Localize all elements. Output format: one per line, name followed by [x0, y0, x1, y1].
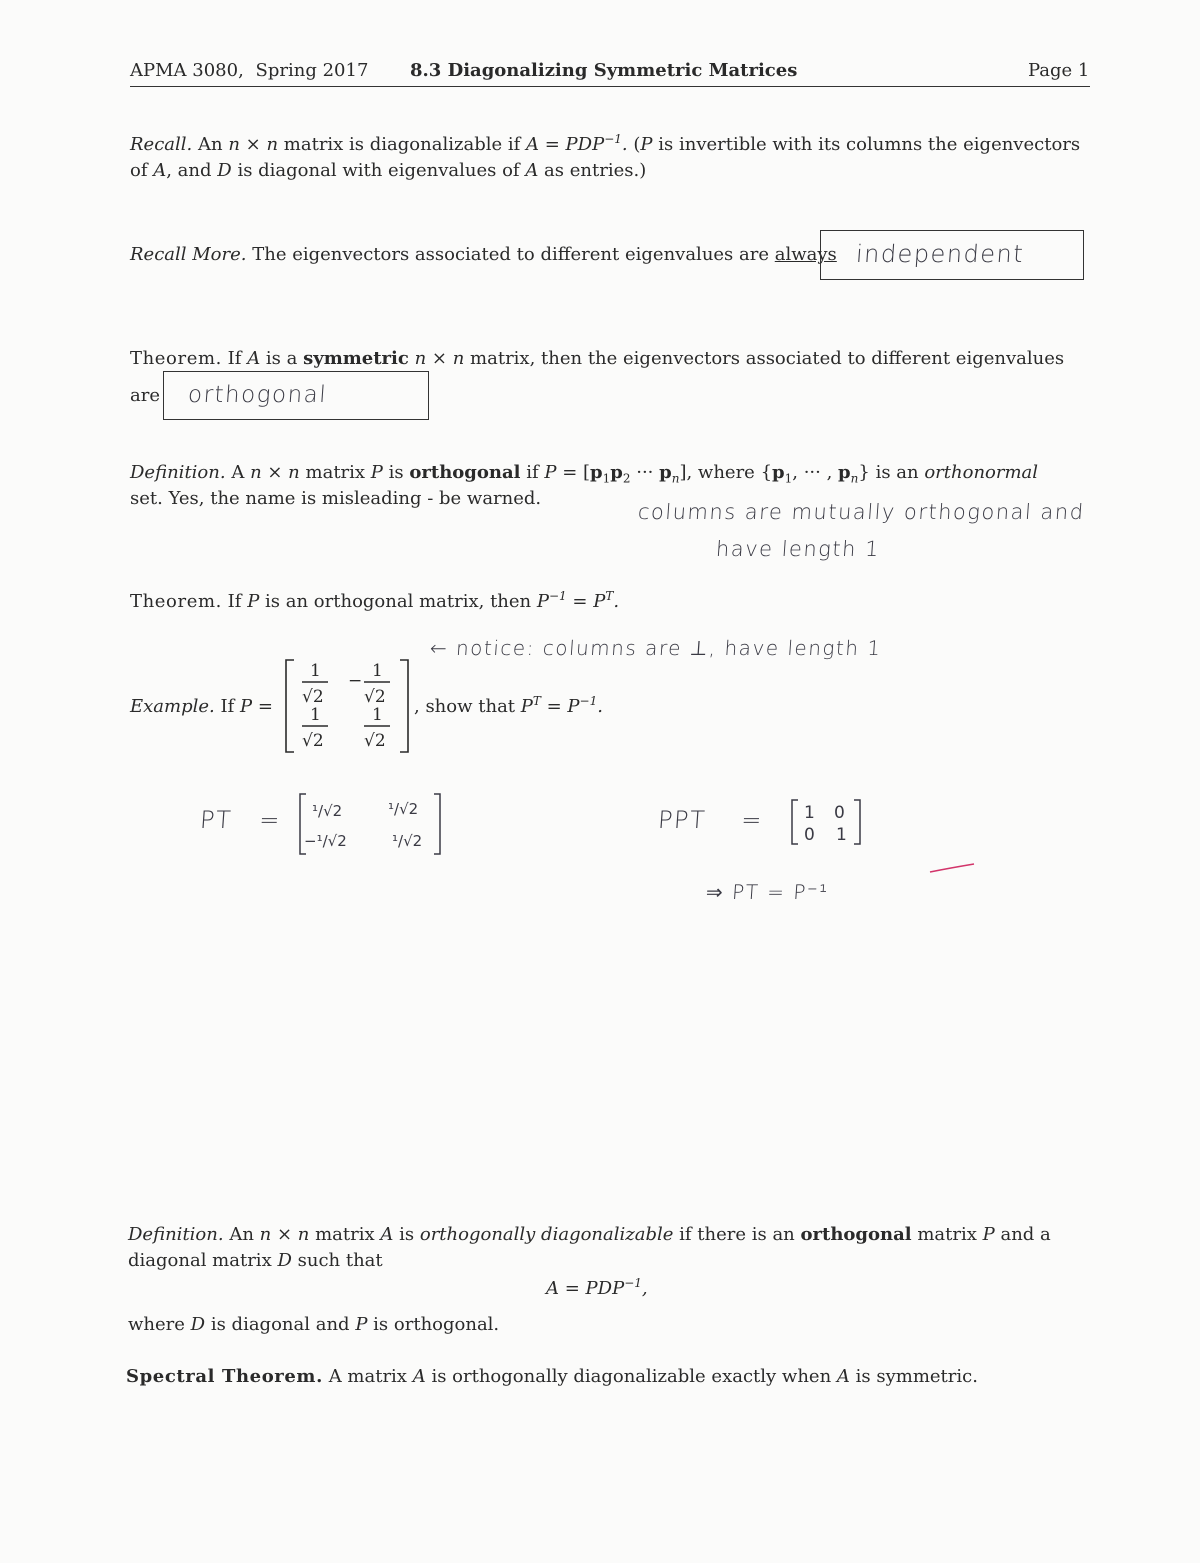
definition2-text: if there is an — [679, 1224, 795, 1245]
math-nxn: n × n — [414, 348, 465, 369]
svg-text:√2: √2 — [302, 687, 324, 707]
math-d: D — [190, 1314, 206, 1335]
pt-label: PT — [199, 806, 234, 834]
math-a: A — [412, 1366, 426, 1387]
svg-text:¹/√2: ¹/√2 — [392, 832, 423, 850]
handwritten-pt-label — [199, 806, 282, 834]
math-a: A — [380, 1224, 394, 1245]
definition2-label: Definition. — [128, 1224, 224, 1245]
theorem1-bold: symmetric — [303, 348, 409, 369]
definition2-text: matrix — [917, 1224, 977, 1245]
display-equation: $A = PDP^{-1}$, — [546, 1276, 648, 1299]
svg-text:0: 0 — [804, 825, 815, 845]
definition2-text: and a — [1000, 1224, 1051, 1245]
equals-sign: = — [740, 806, 764, 834]
recall-more-text: The eigenvectors associated to different eigenvalues are — [252, 244, 770, 265]
svg-text:−¹/√2: −¹/√2 — [304, 832, 347, 850]
spectral-text: is orthogonally diagonalizable exactly when — [431, 1366, 832, 1387]
math-d: D — [277, 1250, 292, 1271]
recall-text: matrix is diagonalizable if — [283, 134, 521, 155]
handwritten-conclusion: ⇒ PT = P⁻¹ — [705, 880, 830, 904]
recall-line-2 — [130, 158, 646, 184]
math-a: A — [525, 160, 539, 181]
theorem1-text: If — [227, 348, 242, 369]
math-p: P — [355, 1314, 368, 1335]
handwritten-identity-matrix — [788, 796, 868, 848]
underlined-word: always — [774, 244, 837, 265]
recall-text: , and — [166, 160, 212, 181]
svg-text:1: 1 — [836, 825, 847, 845]
example-label: Example. — [130, 696, 215, 717]
definition2-text: is orthogonal. — [373, 1314, 500, 1335]
definition1-text: is an — [875, 462, 919, 483]
pen-mark — [928, 860, 976, 876]
course-term: Spring 2017 — [255, 60, 369, 81]
svg-text:0: 0 — [834, 803, 845, 823]
math-p-set: {$p_1$, ··· , $p_n$} — [760, 462, 870, 486]
svg-text:√2: √2 — [364, 687, 386, 707]
recall-text: is invertible with its columns the eigenvectors — [658, 134, 1081, 155]
header-rule — [130, 86, 1090, 87]
handwritten-orthogonal: orthogonal — [187, 382, 329, 408]
definition1-line-1 — [130, 460, 1038, 486]
svg-text:1: 1 — [804, 803, 815, 823]
recall-line-1 — [130, 132, 1080, 158]
recall-text: is diagonal with eigenvalues of — [237, 160, 520, 181]
theorem2-line — [130, 589, 619, 615]
theorem2-text: If — [227, 591, 242, 612]
math-p-eq: P = — [240, 696, 273, 717]
theorem2-label: Theorem. — [130, 591, 222, 612]
math-nxn: n × n — [259, 1224, 310, 1245]
definition1-italic: orthonormal — [924, 462, 1039, 483]
matrix-p — [282, 656, 412, 756]
math-p: P — [370, 462, 383, 483]
definition2-line-2 — [128, 1248, 383, 1274]
definition1-bold: orthogonal — [409, 462, 521, 483]
spectral-text: is symmetric. — [855, 1366, 978, 1387]
page-number: Page 1 — [1028, 60, 1090, 81]
svg-text:1: 1 — [372, 705, 383, 725]
recall-more-label: Recall More. — [130, 244, 247, 265]
definition2-italic: orthogonally diagonalizable — [419, 1224, 674, 1245]
definition1-line-2: set. Yes, the name is misleading - be warned. — [130, 488, 542, 509]
spectral-theorem-line — [126, 1364, 978, 1390]
definition2-text: diagonal matrix — [128, 1250, 272, 1271]
handwritten-independent: independent — [855, 240, 1026, 268]
theorem2-text: is an orthogonal matrix, then — [265, 591, 532, 612]
definition2-text: such that — [297, 1250, 383, 1271]
recall-text: of — [130, 160, 148, 181]
definition2-text: where — [128, 1314, 185, 1335]
definition1-text: is — [388, 462, 404, 483]
theorem1-text: matrix, then the eigenvectors associated to different eigenvalues — [470, 348, 1065, 369]
math-p-columns: $P = [p_1p_2$ ··· $p_n$] — [544, 462, 687, 486]
definition1-label: Definition. — [130, 462, 226, 483]
svg-text:¹/√2: ¹/√2 — [388, 800, 419, 818]
handwritten-pt-matrix — [296, 790, 446, 860]
definition1-text: , where — [686, 462, 755, 483]
theorem1-text: is a — [265, 348, 298, 369]
recall-text: as entries.) — [544, 160, 647, 181]
definition2-text: matrix — [315, 1224, 375, 1245]
math-a: A — [247, 348, 261, 369]
handwritten-note-columns: columns are mutually orthogonal and — [637, 500, 1086, 524]
math-nxn: n × n — [228, 134, 279, 155]
course-code: APMA 3080, — [130, 60, 244, 81]
definition1-text: A — [231, 462, 245, 483]
spectral-text: A matrix — [328, 1366, 407, 1387]
example-text: , show that — [414, 696, 516, 717]
example-show-line — [414, 694, 603, 720]
recall-more-line — [130, 242, 837, 268]
math-a: A — [836, 1366, 850, 1387]
handwritten-notice: ← notice: columns are ⊥, have length 1 — [429, 636, 883, 660]
math-p: P — [982, 1224, 995, 1245]
page-title: 8.3 Diagonalizing Symmetric Matrices — [410, 60, 798, 81]
math-pt-eq: $P^T = P^{-1}$. — [520, 694, 603, 717]
theorem1-label: Theorem. — [130, 348, 222, 369]
svg-text:1: 1 — [372, 661, 383, 681]
svg-text:√2: √2 — [364, 731, 386, 751]
definition1-text: if — [526, 462, 539, 483]
definition2-text: is — [399, 1224, 415, 1245]
handwritten-ppt-label — [657, 806, 764, 834]
definition2-text: is diagonal and — [210, 1314, 350, 1335]
spectral-theorem-label: Spectral Theorem. — [126, 1366, 323, 1387]
math-pdp: $A = PDP^{-1}$. — [526, 132, 628, 155]
math-p: P — [247, 591, 260, 612]
math-a: A — [153, 160, 167, 181]
ppt-label: PPT — [657, 806, 708, 834]
paren-open: (P — [633, 134, 653, 155]
svg-text:¹/√2: ¹/√2 — [312, 802, 343, 820]
definition2-line-1 — [128, 1222, 1051, 1248]
definition2-line-4 — [128, 1312, 499, 1338]
definition2-bold: orthogonal — [800, 1224, 912, 1245]
header-course — [130, 58, 368, 84]
svg-text:√2: √2 — [302, 731, 324, 751]
math-nxn: n × n — [250, 462, 300, 483]
svg-text:1: 1 — [310, 661, 321, 681]
example-label-line — [130, 694, 273, 720]
math-d: D — [217, 160, 232, 181]
theorem1-line-1 — [130, 346, 1064, 372]
recall-text: An — [198, 134, 223, 155]
svg-text:−: − — [348, 671, 363, 691]
equals-sign: = — [258, 806, 282, 834]
recall-label: Recall. — [130, 134, 193, 155]
svg-text:1: 1 — [310, 705, 321, 725]
definition2-text: An — [229, 1224, 254, 1245]
theorem1-line-2: are — [130, 385, 160, 406]
handwritten-note-length: have length 1 — [715, 537, 881, 561]
example-text: If — [220, 696, 235, 717]
math-inverse-transpose: $P^{-1} = P^T$. — [536, 589, 620, 612]
definition1-text: matrix — [305, 462, 366, 483]
